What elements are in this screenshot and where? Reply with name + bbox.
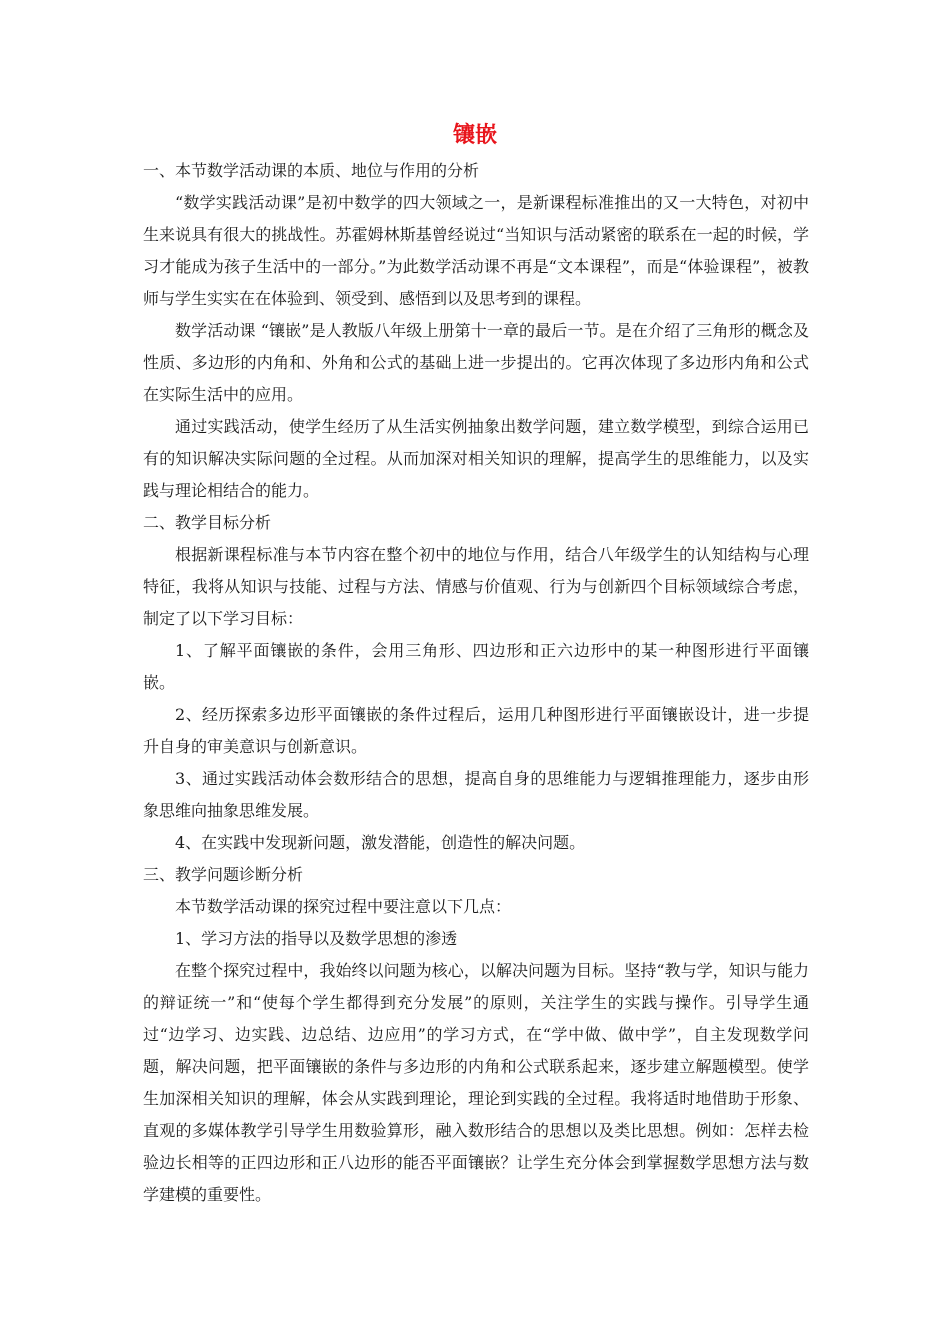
document-title: 镶嵌 xyxy=(452,123,497,148)
section-heading: 二、教学目标分析 xyxy=(143,513,272,532)
objective-item: 3、通过实践活动体会数形结合的思想，提高自身的思维能力与逻辑推理能力，逐步由形象思维向抽象思维发展。 xyxy=(143,769,809,820)
section-heading: 三、教学问题诊断分析 xyxy=(143,865,304,884)
paragraph: 通过实践活动，使学生经历了从生活实例抽象出数学问题，建立数学模型，到综合运用已有的知识解决实际问题的全过程。从而加深对相关知识的理解，提高学生的思维能力，以及实践与理论相结合的能力。 xyxy=(143,417,809,500)
objective-item: 1、了解平面镶嵌的条件，会用三角形、四边形和正六边形中的某一种图形进行平面镶嵌。 xyxy=(143,641,809,692)
paragraph: “数学实践活动课”是初中数学的四大领域之一，是新课程标准推出的又一大特色，对初中生来说具有很大的挑战性。苏霍姆林斯基曾经说过“当知识与活动紧密的联系在一起的时候，学习才能成为孩子生活中的一部分。”为此数学活动课不再是“文本课程”，而是“体验课程”，被教师与学生实实在在体验到、领受到、感悟到以及思考到的课程。 xyxy=(143,193,809,308)
paragraph: 根据新课程标准与本节内容在整个初中的地位与作用，结合八年级学生的认知结构与心理特征，我将从知识与技能、过程与方法、情感与价值观、行为与创新四个目标领域综合考虑，制定了以下学习目标： xyxy=(143,545,809,628)
objective-item: 2、经历探索多边形平面镶嵌的条件过程后，运用几种图形进行平面镶嵌设计，进一步提升自身的审美意识与创新意识。 xyxy=(143,705,809,756)
document-body xyxy=(143,155,809,1211)
paragraph: 在整个探究过程中，我始终以问题为核心，以解决问题为目标。坚持“教与学，知识与能力的辩证统一”和“使每个学生都得到充分发展”的原则，关注学生的实践与操作。引导学生通过“边学习、边实践、边总结、边应用”的学习方式，在“学中做、做中学”，自主发现数学问题，解决问题，把平面镶嵌的条件与多边形的内角和公式联系起来，逐步建立解题模型。使学生加深相关知识的理解，体会从实践到理论，理论到实践的全过程。我将适时地借助于形象、直观的多媒体教学引导学生用数验算形，融入数形结合的思想以及类比思想。例如：怎样去检验边长相等的正四边形和正八边形的能否平面镶嵌？让学生充分体会到掌握数学思想方法与数学建模的重要性。 xyxy=(143,961,809,1204)
subheading: 1、学习方法的指导以及数学思想的渗透 xyxy=(175,929,458,948)
paragraph: 数学活动课 “镶嵌”是人教版八年级上册第十一章的最后一节。是在介绍了三角形的概念及性质、多边形的内角和、外角和公式的基础上进一步提出的。它再次体现了多边形内角和公式在实际生活中的应用。 xyxy=(143,321,809,404)
section-heading: 一、本节数学活动课的本质、地位与作用的分析 xyxy=(143,161,480,180)
paragraph: 本节数学活动课的探究过程中要注意以下几点： xyxy=(175,897,512,916)
objective-item: 4、在实践中发现新问题，激发潜能，创造性的解决问题。 xyxy=(175,833,586,852)
